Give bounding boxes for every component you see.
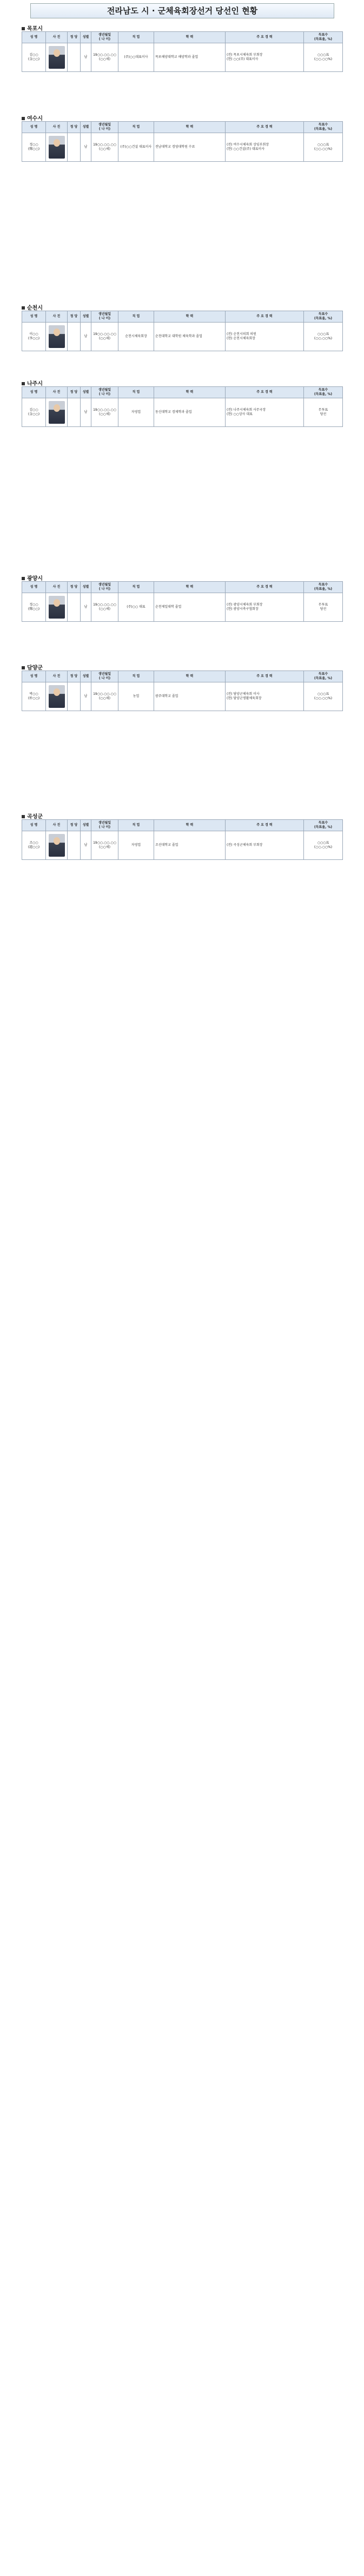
candidate-career: (전) 목포시체육회 부회장 (현) ○○(주) 대표이사 — [226, 43, 304, 72]
header-votes: 득표수 (득표율, %) — [304, 671, 343, 682]
region-name: 광양시 — [22, 574, 43, 582]
header-party: 정 당 — [68, 32, 81, 43]
candidate-job: 순천시체육회장 — [118, 323, 154, 351]
header-sex: 성별 — [81, 311, 91, 323]
candidate-party — [68, 398, 81, 427]
photo-cell — [46, 133, 68, 162]
candidate-photo — [49, 834, 65, 857]
header-votes: 득표수 (득표율, %) — [304, 311, 343, 323]
header-photo: 사 진 — [46, 311, 68, 323]
candidate-table — [22, 386, 343, 427]
candidate-party — [68, 323, 81, 351]
candidate-education: 목포해양대학교 해양학과 졸업 — [154, 43, 226, 72]
candidate-birth: 19○○.○○.○○ (○○세) — [91, 398, 118, 427]
header-sex: 성별 — [81, 820, 91, 831]
table-header-row — [22, 122, 343, 133]
header-party: 정 당 — [68, 311, 81, 323]
candidate-career: (전) 나주시체육회 사무국장 (현) ○○상사 대표 — [226, 398, 304, 427]
candidate-table — [22, 581, 343, 622]
candidate-table — [22, 121, 343, 162]
candidate-party — [68, 593, 81, 622]
header-birth: 생년월일 ( 나 이) — [91, 671, 118, 682]
candidate-job: 자영업 — [118, 398, 154, 427]
header-name: 성 명 — [22, 582, 46, 593]
candidate-table — [22, 819, 343, 860]
header-edu: 학 력 — [154, 820, 226, 831]
header-job: 직 업 — [118, 671, 154, 682]
candidate-sex: 남 — [81, 682, 91, 711]
table-header-row — [22, 820, 343, 831]
candidate-education: 전남대학교 경영대학원 수료 — [154, 133, 226, 162]
candidate-sex: 남 — [81, 323, 91, 351]
header-name: 성 명 — [22, 387, 46, 398]
table-row — [22, 831, 343, 860]
region-name: 나주시 — [22, 379, 43, 387]
header-job: 직 업 — [118, 122, 154, 133]
candidate-career: (전) 순천시의회 의원 (현) 순천시체육회장 — [226, 323, 304, 351]
candidate-sex: 남 — [81, 43, 91, 72]
candidate-party — [68, 682, 81, 711]
header-edu: 학 력 — [154, 582, 226, 593]
candidate-education: 조선대학교 졸업 — [154, 831, 226, 860]
region-name: 여수시 — [22, 114, 43, 122]
table-header-row — [22, 387, 343, 398]
header-career: 주 요 경 력 — [226, 387, 304, 398]
header-job: 직 업 — [118, 387, 154, 398]
table-header-row — [22, 671, 343, 682]
header-birth: 생년월일 ( 나 이) — [91, 582, 118, 593]
candidate-education: 순천제일대학 졸업 — [154, 593, 226, 622]
header-job: 직 업 — [118, 582, 154, 593]
candidate-birth: 19○○.○○.○○ (○○세) — [91, 831, 118, 860]
candidate-job: (주)○○대표이사 — [118, 43, 154, 72]
table-row — [22, 398, 343, 427]
candidate-name: 김○○ (金○○) — [22, 43, 46, 72]
header-photo: 사 진 — [46, 387, 68, 398]
page-title: 전라남도 시 · 군체육회장선거 당선인 현황 — [30, 3, 334, 18]
candidate-career: (전) 광양시체육회 부회장 (현) 광양시축구협회장 — [226, 593, 304, 622]
candidate-birth: 19○○.○○.○○ (○○세) — [91, 593, 118, 622]
header-sex: 성별 — [81, 582, 91, 593]
candidate-job: 자영업 — [118, 831, 154, 860]
header-name: 성 명 — [22, 820, 46, 831]
table-row — [22, 682, 343, 711]
candidate-photo — [49, 401, 65, 424]
header-votes: 득표수 (득표율, %) — [304, 32, 343, 43]
header-party: 정 당 — [68, 671, 81, 682]
candidate-table — [22, 671, 343, 711]
header-edu: 학 력 — [154, 311, 226, 323]
header-votes: 득표수 (득표율, %) — [304, 387, 343, 398]
candidate-name: 김○○ (金○○) — [22, 398, 46, 427]
header-votes: 득표수 (득표율, %) — [304, 122, 343, 133]
candidate-photo — [49, 325, 65, 348]
header-birth: 생년월일 ( 나 이) — [91, 820, 118, 831]
candidate-votes: ○○○표 (○○.○○%) — [304, 323, 343, 351]
candidate-name: 조○○ (趙○○) — [22, 831, 46, 860]
header-sex: 성별 — [81, 122, 91, 133]
table-header-row — [22, 582, 343, 593]
header-career: 주 요 경 력 — [226, 32, 304, 43]
candidate-education: 동신대학교 경제학과 졸업 — [154, 398, 226, 427]
candidate-education: 광주대학교 졸업 — [154, 682, 226, 711]
candidate-job: 농업 — [118, 682, 154, 711]
header-edu: 학 력 — [154, 32, 226, 43]
header-career: 주 요 경 력 — [226, 122, 304, 133]
header-sex: 성별 — [81, 671, 91, 682]
header-party: 정 당 — [68, 582, 81, 593]
table-header-row — [22, 32, 343, 43]
header-name: 성 명 — [22, 671, 46, 682]
header-name: 성 명 — [22, 311, 46, 323]
candidate-career: (전) 담양군체육회 이사 (현) 담양군생활체육회장 — [226, 682, 304, 711]
candidate-career: (전) 여수시체육회 상임부회장 (현) ○○건설(주) 대표이사 — [226, 133, 304, 162]
table-row — [22, 593, 343, 622]
header-edu: 학 력 — [154, 671, 226, 682]
region-name: 순천시 — [22, 303, 43, 311]
candidate-name: 정○○ (鄭○○) — [22, 593, 46, 622]
header-sex: 성별 — [81, 32, 91, 43]
candidate-sex: 남 — [81, 831, 91, 860]
header-birth: 생년월일 ( 나 이) — [91, 387, 118, 398]
candidate-birth: 19○○.○○.○○ (○○세) — [91, 43, 118, 72]
header-career: 주 요 경 력 — [226, 671, 304, 682]
header-birth: 생년월일 ( 나 이) — [91, 122, 118, 133]
header-sex: 성별 — [81, 387, 91, 398]
table-header-row — [22, 311, 343, 323]
header-party: 정 당 — [68, 820, 81, 831]
photo-cell — [46, 593, 68, 622]
candidate-education: 순천대학교 대학원 체육학과 졸업 — [154, 323, 226, 351]
photo-cell — [46, 831, 68, 860]
region-name: 목포시 — [22, 24, 43, 32]
candidate-sex: 남 — [81, 398, 91, 427]
region-name: 곡성군 — [22, 812, 43, 820]
header-name: 성 명 — [22, 122, 46, 133]
header-job: 직 업 — [118, 311, 154, 323]
header-career: 주 요 경 력 — [226, 820, 304, 831]
candidate-party — [68, 43, 81, 72]
header-photo: 사 진 — [46, 671, 68, 682]
photo-cell — [46, 43, 68, 72]
candidate-name: 정○○ (鄭○○) — [22, 133, 46, 162]
candidate-party — [68, 133, 81, 162]
candidate-photo — [49, 685, 65, 708]
candidate-career: (전) 곡성군체육회 부회장 — [226, 831, 304, 860]
table-row — [22, 323, 343, 351]
candidate-name: 이○○ (李○○) — [22, 323, 46, 351]
header-birth: 생년월일 ( 나 이) — [91, 311, 118, 323]
header-birth: 생년월일 ( 나 이) — [91, 32, 118, 43]
candidate-votes: ○○○표 (○○.○○%) — [304, 43, 343, 72]
candidate-birth: 19○○.○○.○○ (○○세) — [91, 323, 118, 351]
candidate-sex: 남 — [81, 133, 91, 162]
photo-cell — [46, 398, 68, 427]
photo-cell — [46, 682, 68, 711]
candidate-party — [68, 831, 81, 860]
header-photo: 사 진 — [46, 582, 68, 593]
candidate-job: (주)○○ 대표 — [118, 593, 154, 622]
header-career: 주 요 경 력 — [226, 311, 304, 323]
header-party: 정 당 — [68, 387, 81, 398]
header-photo: 사 진 — [46, 820, 68, 831]
header-party: 정 당 — [68, 122, 81, 133]
header-votes: 득표수 (득표율, %) — [304, 820, 343, 831]
candidate-votes: ○○○표 (○○.○○%) — [304, 831, 343, 860]
header-name: 성 명 — [22, 32, 46, 43]
candidate-votes: 무투표 당선 — [304, 593, 343, 622]
header-career: 주 요 경 력 — [226, 582, 304, 593]
photo-cell — [46, 323, 68, 351]
header-photo: 사 진 — [46, 32, 68, 43]
candidate-name: 박○○ (朴○○) — [22, 682, 46, 711]
candidate-photo — [49, 46, 65, 69]
candidate-birth: 19○○.○○.○○ (○○세) — [91, 133, 118, 162]
candidate-votes: 무투표 당선 — [304, 398, 343, 427]
header-job: 직 업 — [118, 820, 154, 831]
candidate-votes: ○○○표 (○○.○○%) — [304, 133, 343, 162]
candidate-sex: 남 — [81, 593, 91, 622]
header-edu: 학 력 — [154, 122, 226, 133]
candidate-photo — [49, 596, 65, 619]
region-name: 담양군 — [22, 663, 43, 671]
candidate-job: (주)○○건설 대표이사 — [118, 133, 154, 162]
table-row — [22, 133, 343, 162]
candidate-photo — [49, 136, 65, 159]
candidate-table — [22, 31, 343, 72]
candidate-birth: 19○○.○○.○○ (○○세) — [91, 682, 118, 711]
table-row — [22, 43, 343, 72]
header-edu: 학 력 — [154, 387, 226, 398]
header-votes: 득표수 (득표율, %) — [304, 582, 343, 593]
header-photo: 사 진 — [46, 122, 68, 133]
header-job: 직 업 — [118, 32, 154, 43]
candidate-votes: ○○○표 (○○.○○%) — [304, 682, 343, 711]
candidate-table — [22, 311, 343, 351]
